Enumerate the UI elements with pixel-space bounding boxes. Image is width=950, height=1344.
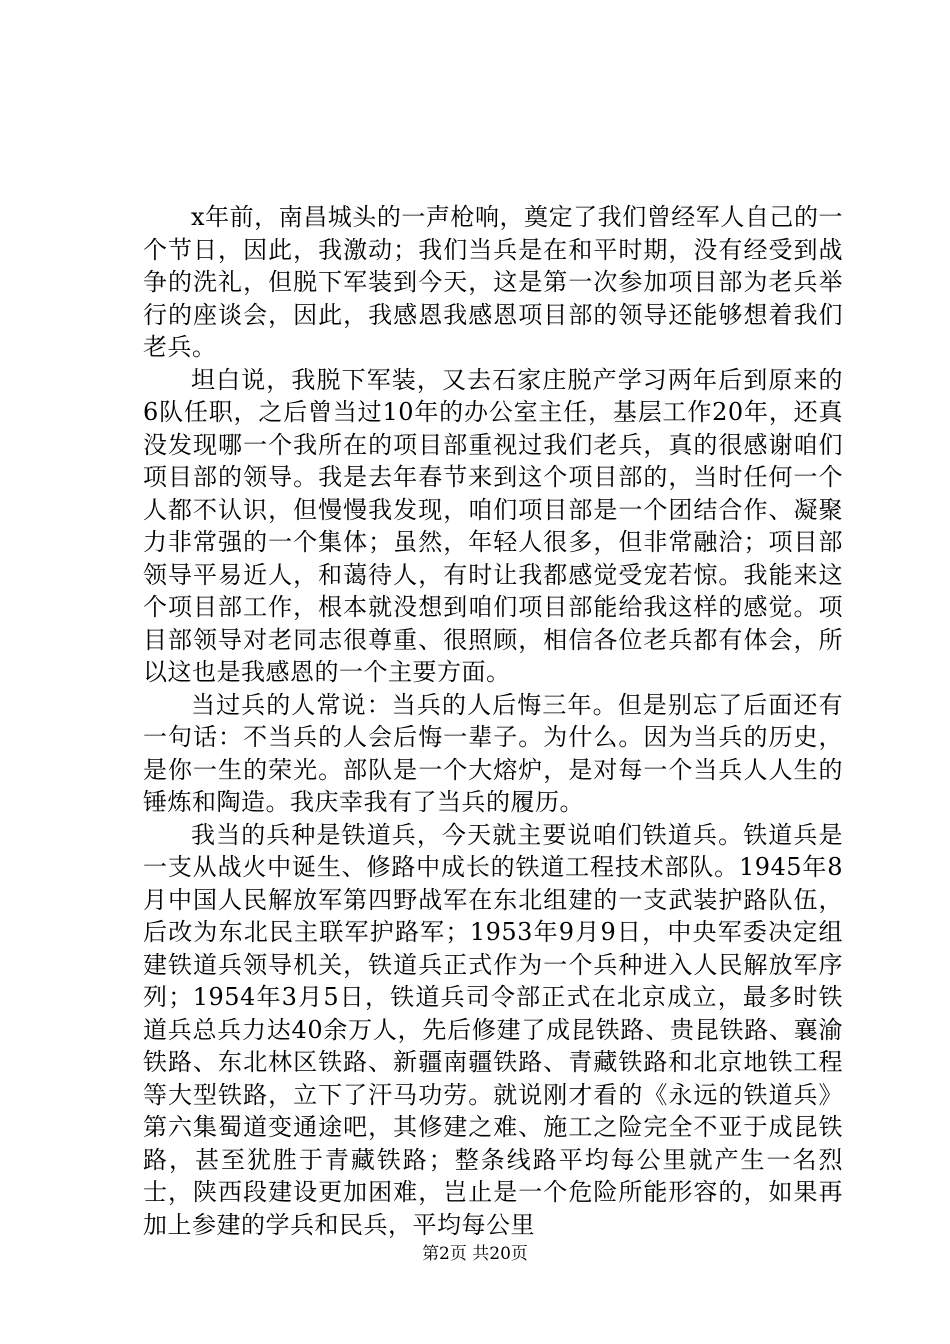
paragraph-1: x年前，南昌城头的一声枪响，奠定了我们曾经军人自己的一个节日，因此，我激动；我们当兵是在和平时期，没有经受到战争的洗礼，但脱下军装到今天，这是第一次参加项目部为老兵举行的座谈会，因此，我感恩我感恩项目部的领导还能够想着我们老兵。 xyxy=(143,203,843,361)
page-number-footer: 第2页 共20页 xyxy=(422,1244,528,1264)
paragraph-3: 当过兵的人常说：当兵的人后悔三年。但是别忘了后面还有一句话：不当兵的人会后悔一辈子。为什么。因为当兵的历史，是你一生的荣光。部队是一个大熔炉，是对每一个当兵人人生的锤炼和陶造。我庆幸我有了当兵的履历。 xyxy=(143,690,843,816)
paragraph-4: 我当的兵种是铁道兵，今天就主要说咱们铁道兵。铁道兵是一支从战火中诞生、修路中成长的铁道工程技术部队。1945年8月中国人民解放军第四野战军在东北组建的一支武装护路队伍，后改为东北民主联军护路军；1953年9月9日，中央军委决定组建铁道兵领导机关，铁道兵正式作为一个兵种进入人民解放军序列；1954年3月5日，铁道兵司令部正式在北京成立，最多时铁道兵总兵力达40余万人，先后修建了成昆铁路、贵昆铁路、襄渝铁路、东北林区铁路、新疆南疆铁路、青藏铁路和北京地铁工程等大型铁路，立下了汗马功劳。就说刚才看的《永远的铁道兵》第六集蜀道变通途吧，其修建之难、施工之险完全不亚于成昆铁路，甚至犹胜于青藏铁路；整条线路平均每公里就产生一名烈士，陕西段建设更加困难，岂止是一个危险所能形容的，如果再加上参建的学兵和民兵，平均每公里 xyxy=(143,820,843,1239)
paragraph-2: 坦白说，我脱下军装，又去石家庄脱产学习两年后到原来的6队任职，之后曾当过10年的办公室主任，基层工作20年，还真没发现哪一个我所在的项目部重视过我们老兵，真的很感谢咱们项目部的领导。我是去年春节来到这个项目部的，当时任何一个人都不认识，但慢慢我发现，咱们项目部是一个团结合作、凝聚力非常强的一个集体；虽然，年轻人很多，但非常融洽；项目部领导平易近人，和蔼待人，有时让我都感觉受宠若惊。我能来这个项目部工作，根本就没想到咱们项目部能给我这样的感觉。项目部领导对老同志很尊重、很照顾，相信各位老兵都有体会，所以这也是我感恩的一个主要方面。 xyxy=(143,365,843,686)
body-text xyxy=(143,201,843,1241)
